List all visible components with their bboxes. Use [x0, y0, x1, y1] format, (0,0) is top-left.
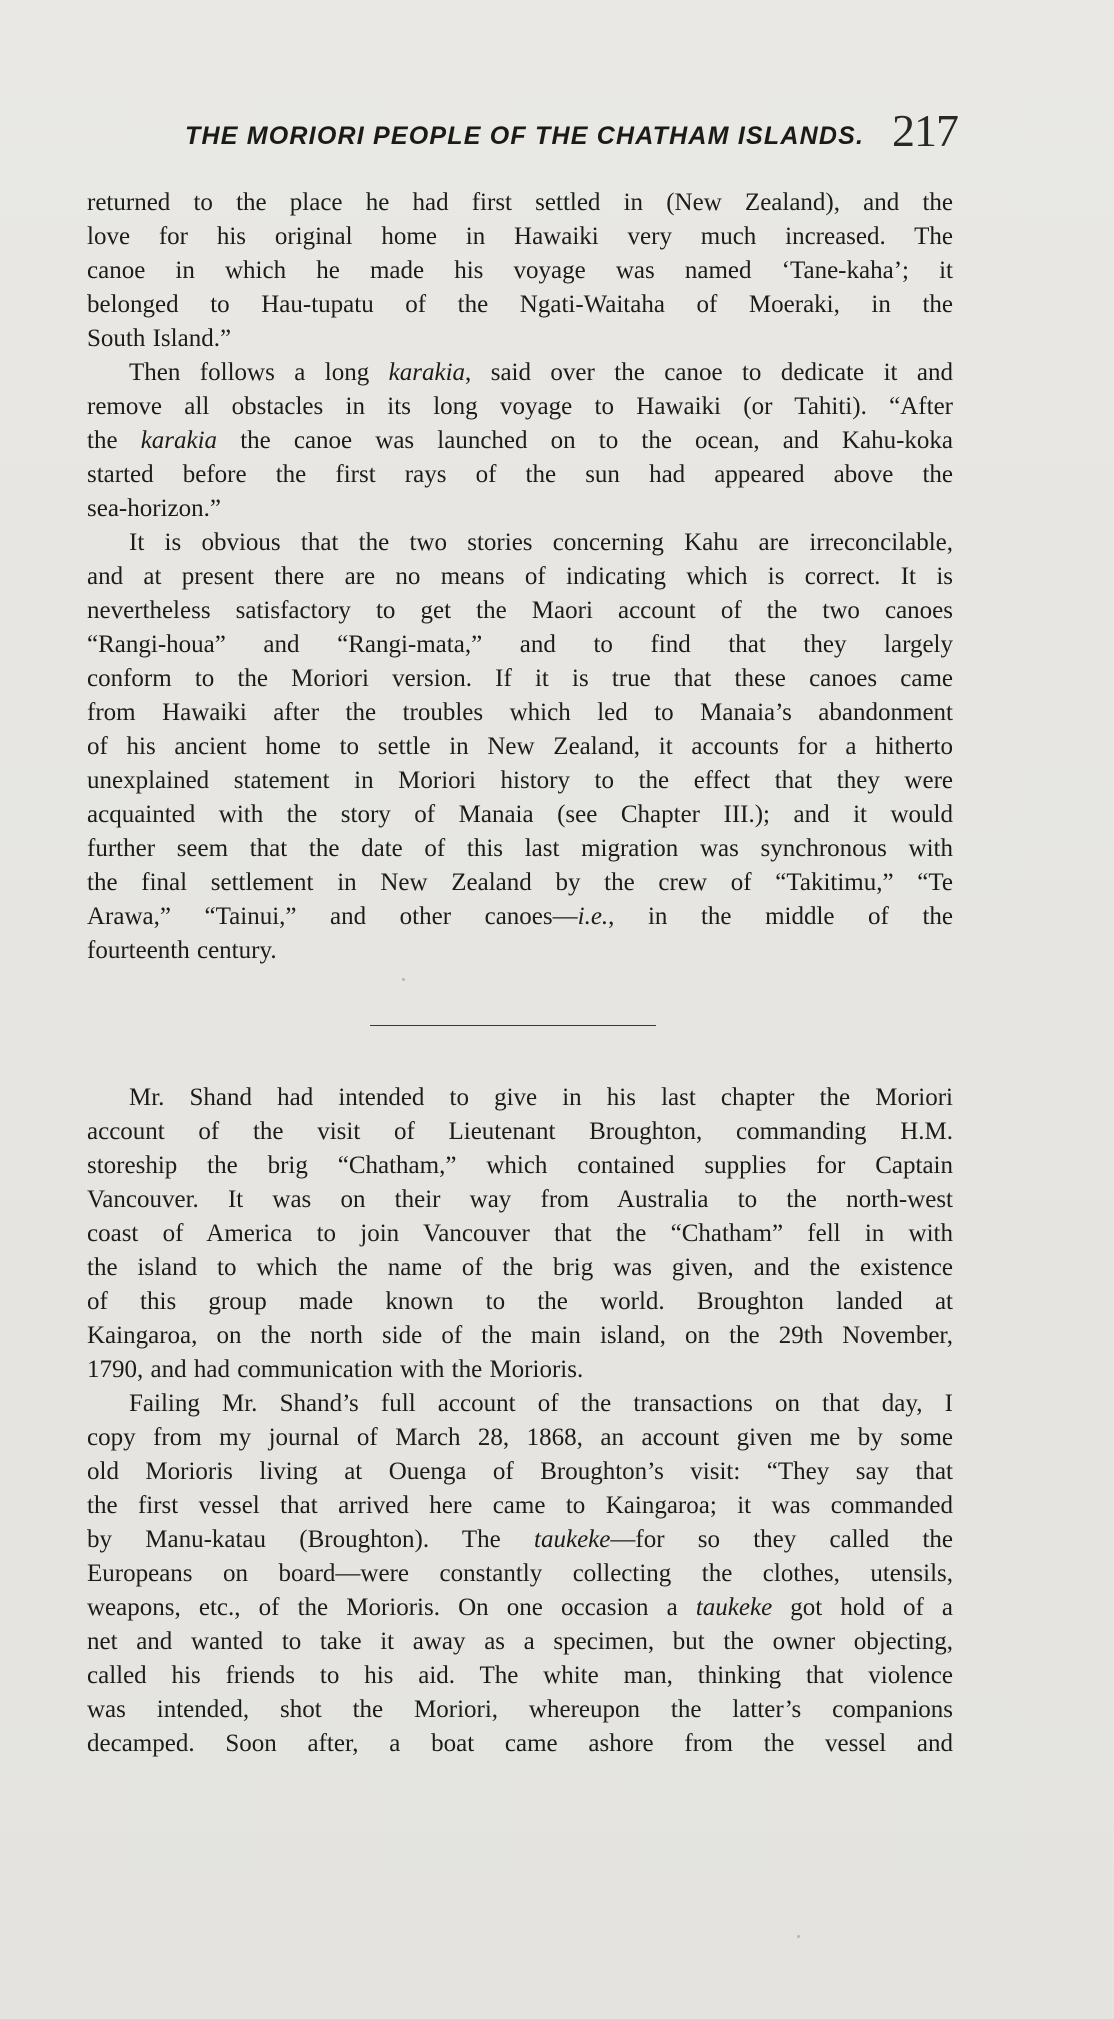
text-line: Mr. Shand had intended to give in his last chapter the Moriori	[129, 1084, 953, 1111]
text-line: It is obvious that the two stories concerning Kahu are irreconcilable,	[129, 529, 953, 556]
text-line: coast of America to join Vancouver that the “Chatham” fell in with	[87, 1220, 953, 1247]
text-line: storeship the brig “Chatham,” which contained supplies for Captain	[87, 1152, 953, 1179]
paragraph-text	[87, 526, 953, 968]
text-line: canoe in which he made his voyage was named ‘Tane-kaha’; it	[87, 257, 953, 284]
text-line: the karakia the canoe was launched on to the ocean, and Kahu-koka	[87, 427, 953, 454]
running-head	[185, 105, 985, 162]
text-line: net and wanted to take it away as a specimen, but the owner objecting,	[87, 1628, 953, 1655]
paragraph-3	[87, 526, 953, 968]
text-line: unexplained statement in Moriori history to the effect that they were	[87, 767, 953, 794]
text-line: returned to the place he had first settled in (New Zealand), and the	[87, 189, 953, 216]
text-line: of his ancient home to settle in New Zealand, it accounts for a hitherto	[87, 733, 953, 760]
paragraph-text	[87, 1387, 953, 1761]
text-line: the island to which the name of the brig was given, and the existence	[87, 1254, 953, 1281]
paragraph-5	[87, 1387, 953, 1761]
text-line: conform to the Moriori version. If it is true that these canoes came	[87, 665, 953, 692]
text-line: the first vessel that arrived here came to Kaingaroa; it was commanded	[87, 1492, 953, 1519]
text-line: South Island.”	[87, 325, 232, 352]
text-line: by Manu-katau (Broughton). The taukeke—for so they called the	[87, 1526, 953, 1553]
paragraph-text	[87, 186, 953, 356]
text-line: Vancouver. It was on their way from Australia to the north-west	[87, 1186, 953, 1213]
text-line: weapons, etc., of the Morioris. On one occasion a taukeke got hold of a	[87, 1594, 953, 1621]
text-line: account of the visit of Lieutenant Broughton, commanding H.M.	[87, 1118, 953, 1145]
text-line: love for his original home in Hawaiki very much increased. The	[87, 223, 953, 250]
text-line: from Hawaiki after the troubles which led to Manaia’s abandonment	[87, 699, 953, 726]
text-line: Then follows a long karakia, said over the canoe to dedicate it and	[129, 359, 953, 386]
paragraph-4	[87, 1081, 953, 1387]
text-line: was intended, shot the Moriori, whereupon the latter’s companions	[87, 1696, 953, 1723]
text-line: Kaingaroa, on the north side of the main island, on the 29th November,	[87, 1322, 953, 1349]
paragraph-text	[87, 1081, 953, 1387]
paper-speck	[402, 978, 405, 981]
text-line: remove all obstacles in its long voyage to Hawaiki (or Tahiti). “After	[87, 393, 953, 420]
text-line: started before the first rays of the sun had appeared above the	[87, 461, 953, 488]
text-line: Failing Mr. Shand’s full account of the transactions on that day, I	[129, 1390, 953, 1417]
text-line: fourteenth century.	[87, 937, 277, 964]
text-line: sea-horizon.”	[87, 495, 221, 522]
text-line: further seem that the date of this last migration was synchronous with	[87, 835, 953, 862]
running-title: THE MORIORI PEOPLE OF THE CHATHAM ISLANDS.	[185, 122, 865, 150]
paragraph-text	[87, 356, 953, 526]
text-line: belonged to Hau-tupatu of the Ngati-Waitaha of Moeraki, in the	[87, 291, 953, 318]
text-line: old Morioris living at Ouenga of Broughton’s visit: “They say that	[87, 1458, 953, 1485]
text-line: called his friends to his aid. The white man, thinking that violence	[87, 1662, 953, 1689]
page-number: 217	[892, 105, 958, 156]
paragraph-2	[87, 356, 953, 526]
text-line: of this group made known to the world. Broughton landed at	[87, 1288, 953, 1315]
text-line: “Rangi-houa” and “Rangi-mata,” and to find that they largely	[87, 631, 953, 658]
paper-speck	[797, 1935, 800, 1938]
text-line: decamped. Soon after, a boat came ashore from the vessel and	[87, 1730, 953, 1757]
text-line: the final settlement in New Zealand by the crew of “Takitimu,” “Te	[87, 869, 953, 896]
text-line: Europeans on board—were constantly collecting the clothes, utensils,	[87, 1560, 953, 1587]
text-line: and at present there are no means of indicating which is correct. It is	[87, 563, 953, 590]
text-line: 1790, and had communication with the Morioris.	[87, 1356, 584, 1383]
text-line: Arawa,” “Tainui,” and other canoes—i.e., in the middle of the	[87, 903, 953, 930]
text-line: acquainted with the story of Manaia (see Chapter III.); and it would	[87, 801, 953, 828]
section-divider	[370, 1025, 656, 1026]
text-line: nevertheless satisfactory to get the Maori account of the two canoes	[87, 597, 953, 624]
paragraph-1	[87, 186, 953, 356]
text-line: copy from my journal of March 28, 1868, an account given me by some	[87, 1424, 953, 1451]
